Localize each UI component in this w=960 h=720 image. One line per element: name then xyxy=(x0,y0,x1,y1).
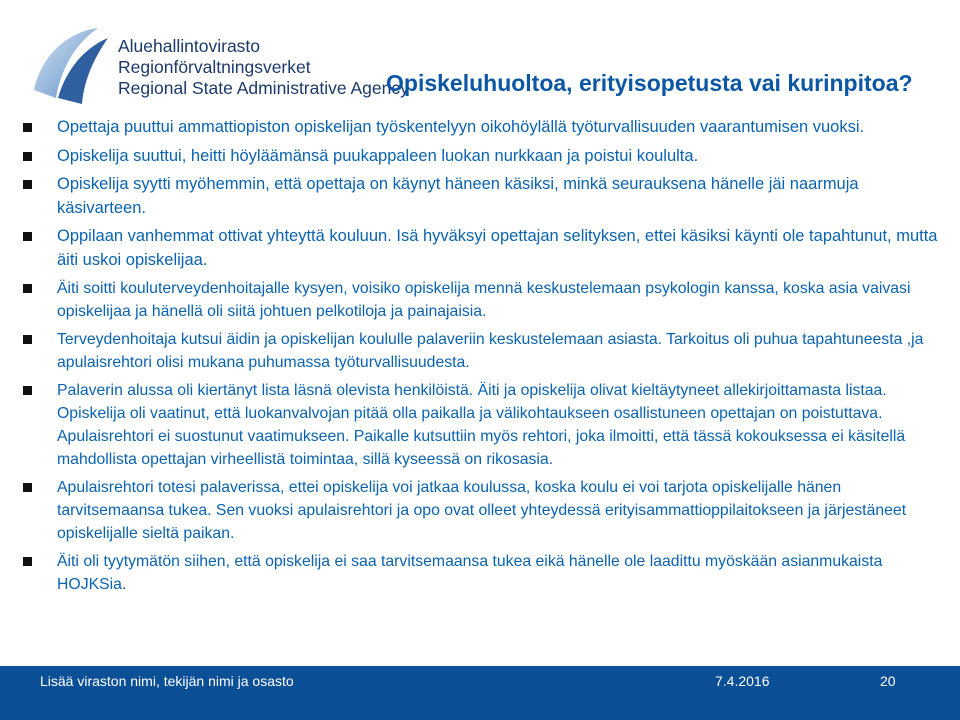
bullet-square-icon xyxy=(23,386,32,395)
bullet-list xyxy=(20,116,940,601)
bullet-item xyxy=(20,277,940,323)
bullet-text: Terveydenhoitaja kutsui äidin ja opiskelijan koululle palaveriin keskustelemaan asiasta. Tarkoitus oli puhua tapahtuneesta ,ja apulaisrehtori olisi mukana puhumassa työturvallisuudesta. xyxy=(57,331,924,371)
footer-text: Lisää viraston nimi, tekijän nimi ja osasto xyxy=(40,673,294,689)
bullet-square-icon xyxy=(23,123,32,132)
footer-date: 7.4.2016 xyxy=(715,673,770,689)
logo-line-2: Regionförvaltningsverket xyxy=(118,57,311,77)
bullet-text: Oppilaan vanhemmat ottivat yhteyttä kouluun. Isä hyväksyi opettajan selityksen, ettei käsiksi käynti ole tapahtunut, mutta äiti uskoi opiskelijaa. xyxy=(57,227,938,269)
bullet-square-icon xyxy=(23,483,32,492)
bullet-text: Opiskelija suuttui, heitti höyläämänsä puukappaleen luokan nurkkaan ja poistui koululta. xyxy=(57,146,699,165)
bullet-square-icon xyxy=(23,180,32,189)
bullet-text: Opettaja puuttui ammattiopiston opiskelijan työskentelyyn oikohöylällä työturvallisuuden vaarantumisen vuoksi. xyxy=(57,118,865,136)
slide-title: Opiskeluhuoltoa, erityisopetusta vai kurinpitoa? xyxy=(386,70,913,96)
bullet-square-icon xyxy=(23,232,32,241)
bullet-square-icon xyxy=(23,284,32,293)
bullet-square-icon xyxy=(23,557,32,566)
agency-emblem-icon xyxy=(28,24,112,108)
bullet-square-icon xyxy=(23,335,32,344)
bullet-square-icon xyxy=(23,152,32,161)
bullet-text: Äiti soitti kouluterveydenhoitajalle kysyen, voisiko opiskelija mennä keskustelemaan psykologin kanssa, koska asia vaivasi opiskelijaa ja hänellä oli siitä johtuen pelkotiloja ja painajaisia. xyxy=(57,280,911,320)
bullet-item xyxy=(20,225,940,272)
bullet-item xyxy=(20,145,940,169)
footer-bar xyxy=(0,666,960,720)
bullet-item xyxy=(20,476,940,545)
page-number: 20 xyxy=(880,673,896,689)
bullet-text: Äiti oli tyytymätön siihen, että opiskelija ei saa tarvitsemaansa tukea eikä hänelle ole laadittu myöskään asianmukaista HOJKSia. xyxy=(57,553,883,593)
bullet-text: Apulaisrehtori totesi palaverissa, ettei opiskelija voi jatkaa koulussa, koska koulu ei voi tarjota opiskelijalle hänen tarvitsemaansa tukea. Sen vuoksi apulaisrehtori ja opo ovat olleet yhteydessä erityisammattioppilaitokseen ja järjestäneet opiskelijalle sieltä paikan. xyxy=(57,479,907,542)
agency-logo xyxy=(28,14,409,104)
bullet-text: Opiskelija syytti myöhemmin, että opettaja on käynyt häneen käsiksi, minkä seurauksena hänelle jäi naarmuja käsivarteen. xyxy=(57,175,859,217)
bullet-item xyxy=(20,173,940,220)
bullet-text: Palaverin alussa oli kiertänyt lista läsnä olevista henkilöistä. Äiti ja opiskelija olivat kieltäytyneet allekirjoittamasta listaa. Opiskelija oli vaatinut, että luokanvalvojan pitää olla paikalla ja välikohtaukseen osallistuneen opettajan on poistuttava. Apulaisrehtori ei suostunut vaatimukseen. Paikalle kutsuttiin myös rehtori, joka ilmoitti, että tässä kokouksessa ei käsitellä mahdollista opettajan virheellistä toimintaa, sillä kyseessä on rikosasia. xyxy=(57,382,906,468)
bullet-item xyxy=(20,550,940,596)
logo-line-3: Regional State Administrative Agency xyxy=(118,78,409,98)
bullet-item xyxy=(20,328,940,374)
bullet-item xyxy=(20,379,940,471)
logo-line-1: Aluehallintovirasto xyxy=(118,36,261,56)
bullet-item xyxy=(20,116,940,140)
